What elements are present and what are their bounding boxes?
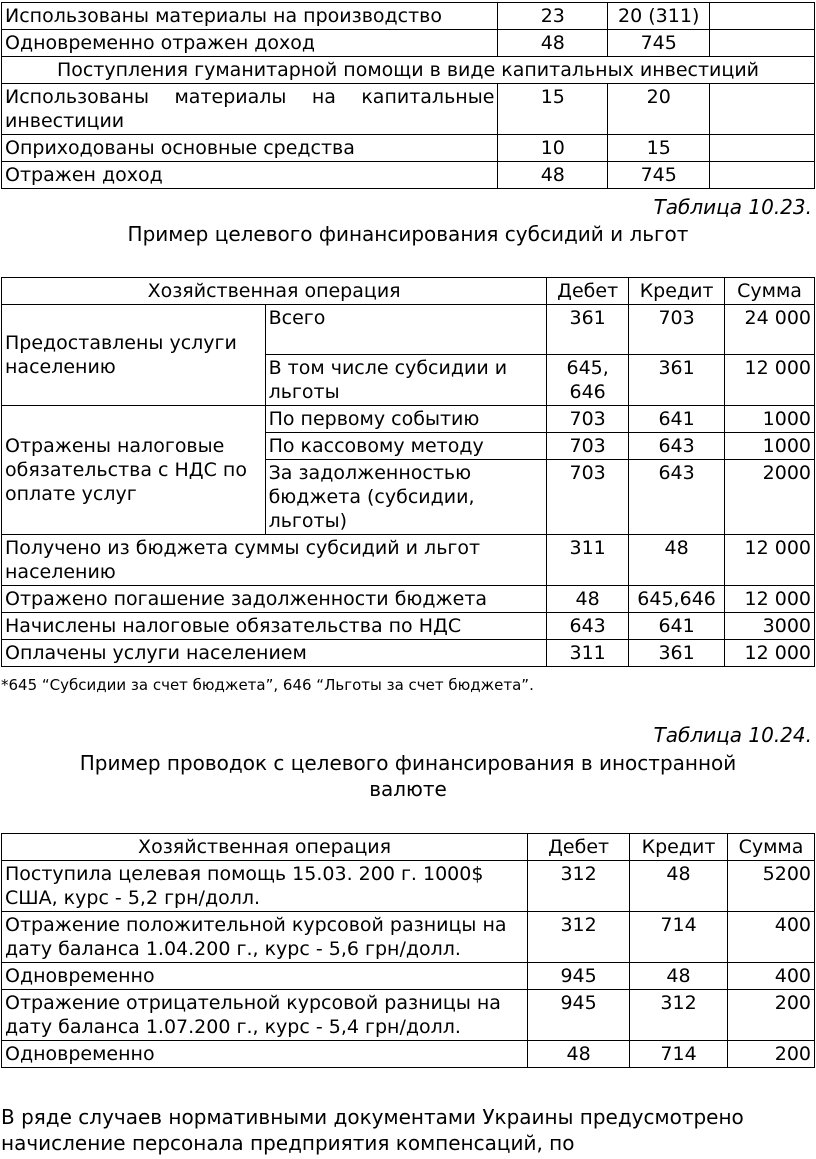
sum-cell (710, 3, 815, 30)
sum-cell: 1000 (725, 406, 815, 433)
table-row (2, 135, 815, 162)
debit-cell: 48 (498, 30, 608, 57)
sum-cell (710, 135, 815, 162)
table-10-24 (1, 833, 815, 1068)
credit-cell: 48 (630, 963, 728, 990)
sum-cell: 24 000 (725, 305, 815, 355)
debit-cell: 703 (547, 460, 629, 535)
debit-cell: 312 (528, 912, 630, 963)
header-credit: Кредит (629, 278, 725, 305)
credit-cell: 641 (629, 613, 725, 640)
sub-operation-cell: Всего (265, 305, 547, 355)
sum-cell: 12 000 (725, 586, 815, 613)
debit-cell: 15 (498, 84, 608, 135)
sum-cell: 200 (728, 1041, 815, 1068)
credit-cell: 643 (629, 433, 725, 460)
operation-cell: Отражение положительной курсовой разницы на дату баланса 1.04.200 г., курс - 5,6 грн/долл. (2, 912, 528, 963)
debit-cell: 48 (528, 1041, 630, 1068)
group-label: Отражены налоговые обязательства с НДС по оплате услуг (2, 406, 266, 535)
body-paragraph: В ряде случаев нормативными документами Украины предусмотрено начисление персонала предприятия компенсаций, по (1, 1105, 744, 1155)
credit-cell: 48 (630, 861, 728, 912)
table-row (2, 861, 815, 912)
debit-cell: 645, 646 (547, 355, 629, 406)
debit-cell: 703 (547, 406, 629, 433)
table-row (2, 535, 815, 586)
sum-cell: 1000 (725, 433, 815, 460)
debit-cell: 311 (547, 535, 629, 586)
table-row (2, 406, 815, 433)
sum-cell: 12 000 (725, 355, 815, 406)
sub-operation-cell: По первому событию (265, 406, 547, 433)
table-row (2, 84, 815, 135)
credit-cell: 745 (608, 30, 710, 57)
operation-cell: Отражение отрицательной курсовой разницы на дату баланса 1.07.200 г., курс - 5,4 грн/долл. (2, 990, 528, 1041)
header-sum: Сумма (725, 278, 815, 305)
operation-line-2: инвестиции (5, 110, 125, 132)
credit-cell: 20 (608, 84, 710, 135)
sub-operation-cell: За задолженностью бюджета (субсидии, льготы) (265, 460, 547, 535)
footnote: *645 “Субсидии за счет бюджета”, 646 “Льготы за счет бюджета”. (1, 676, 534, 694)
section-header-row (2, 57, 815, 84)
header-row (2, 278, 815, 305)
table-10-23 (1, 277, 815, 667)
sum-cell: 5200 (728, 861, 815, 912)
operation-cell: Оплачены услуги населением (2, 640, 547, 667)
operation-cell: Одновременно (2, 1041, 528, 1068)
operation-cell: Одновременно отражен доход (2, 30, 498, 57)
sum-cell: 400 (728, 963, 815, 990)
table-row (2, 162, 815, 189)
sum-cell: 3000 (725, 613, 815, 640)
debit-cell: 311 (547, 640, 629, 667)
credit-cell: 714 (630, 1041, 728, 1068)
header-debit: Дебет (528, 834, 630, 861)
table-row (2, 963, 815, 990)
header-operation: Хозяйственная операция (2, 834, 528, 861)
table-label: Таблица 10.24. (653, 723, 812, 747)
table-title: Пример проводок с целевого финансирования в иностранной валюте (79, 751, 737, 801)
credit-cell: 645,646 (629, 586, 725, 613)
debit-cell: 945 (528, 963, 630, 990)
debit-cell: 48 (547, 586, 629, 613)
table-row (2, 1041, 815, 1068)
table-row (2, 586, 815, 613)
section-header: Поступления гуманитарной помощи в виде капитальных инвестиций (2, 57, 815, 84)
credit-cell: 361 (629, 355, 725, 406)
sum-cell: 12 000 (725, 535, 815, 586)
sub-operation-cell: По кассовому методу (265, 433, 547, 460)
debit-cell: 643 (547, 613, 629, 640)
operation-cell: Поступила целевая помощь 15.03. 200 г. 1000$ США, курс - 5,2 грн/долл. (2, 861, 528, 912)
operation-cell: Начислены налоговые обязательства по НДС (2, 613, 547, 640)
table-row (2, 990, 815, 1041)
debit-cell: 10 (498, 135, 608, 162)
header-credit: Кредит (630, 834, 728, 861)
debit-cell: 945 (528, 990, 630, 1041)
operation-cell: Отражено погашение задолженности бюджета (2, 586, 547, 613)
sum-cell: 12 000 (725, 640, 815, 667)
sum-cell (710, 162, 815, 189)
table-row (2, 912, 815, 963)
operation-cell: Получено из бюджета суммы субсидий и льгот населению (2, 535, 547, 586)
table-row (2, 305, 815, 355)
table-row (2, 613, 815, 640)
operation-cell (2, 84, 498, 135)
credit-cell: 703 (629, 305, 725, 355)
sum-cell (710, 30, 815, 57)
operation-cell: Одновременно (2, 963, 528, 990)
debit-cell: 312 (528, 861, 630, 912)
top-table (1, 2, 815, 189)
operation-line-1: Использованы материалы на капитальные (5, 86, 495, 108)
credit-cell: 641 (629, 406, 725, 433)
credit-cell: 714 (630, 912, 728, 963)
table-label: Таблица 10.23. (653, 195, 812, 219)
group-label: Предоставлены услуги населению (2, 305, 266, 406)
credit-cell: 745 (608, 162, 710, 189)
debit-cell: 361 (547, 305, 629, 355)
header-row (2, 834, 815, 861)
sum-cell: 200 (728, 990, 815, 1041)
sum-cell: 400 (728, 912, 815, 963)
sum-cell: 2000 (725, 460, 815, 535)
sub-operation-cell: В том числе субсидии и льготы (265, 355, 547, 406)
sum-cell (710, 84, 815, 135)
credit-cell: 15 (608, 135, 710, 162)
table-row (2, 30, 815, 57)
header-sum: Сумма (728, 834, 815, 861)
debit-cell: 703 (547, 433, 629, 460)
debit-cell: 48 (498, 162, 608, 189)
header-debit: Дебет (547, 278, 629, 305)
credit-cell: 312 (630, 990, 728, 1041)
operation-cell: Использованы материалы на производство (2, 3, 498, 30)
credit-cell: 20 (311) (608, 3, 710, 30)
debit-cell: 23 (498, 3, 608, 30)
table-row (2, 640, 815, 667)
header-operation: Хозяйственная операция (2, 278, 547, 305)
credit-cell: 643 (629, 460, 725, 535)
credit-cell: 361 (629, 640, 725, 667)
credit-cell: 48 (629, 535, 725, 586)
operation-cell: Отражен доход (2, 162, 498, 189)
table-title: Пример целевого финансирования субсидий и льгот (127, 222, 689, 246)
operation-cell: Оприходованы основные средства (2, 135, 498, 162)
table-row (2, 3, 815, 30)
